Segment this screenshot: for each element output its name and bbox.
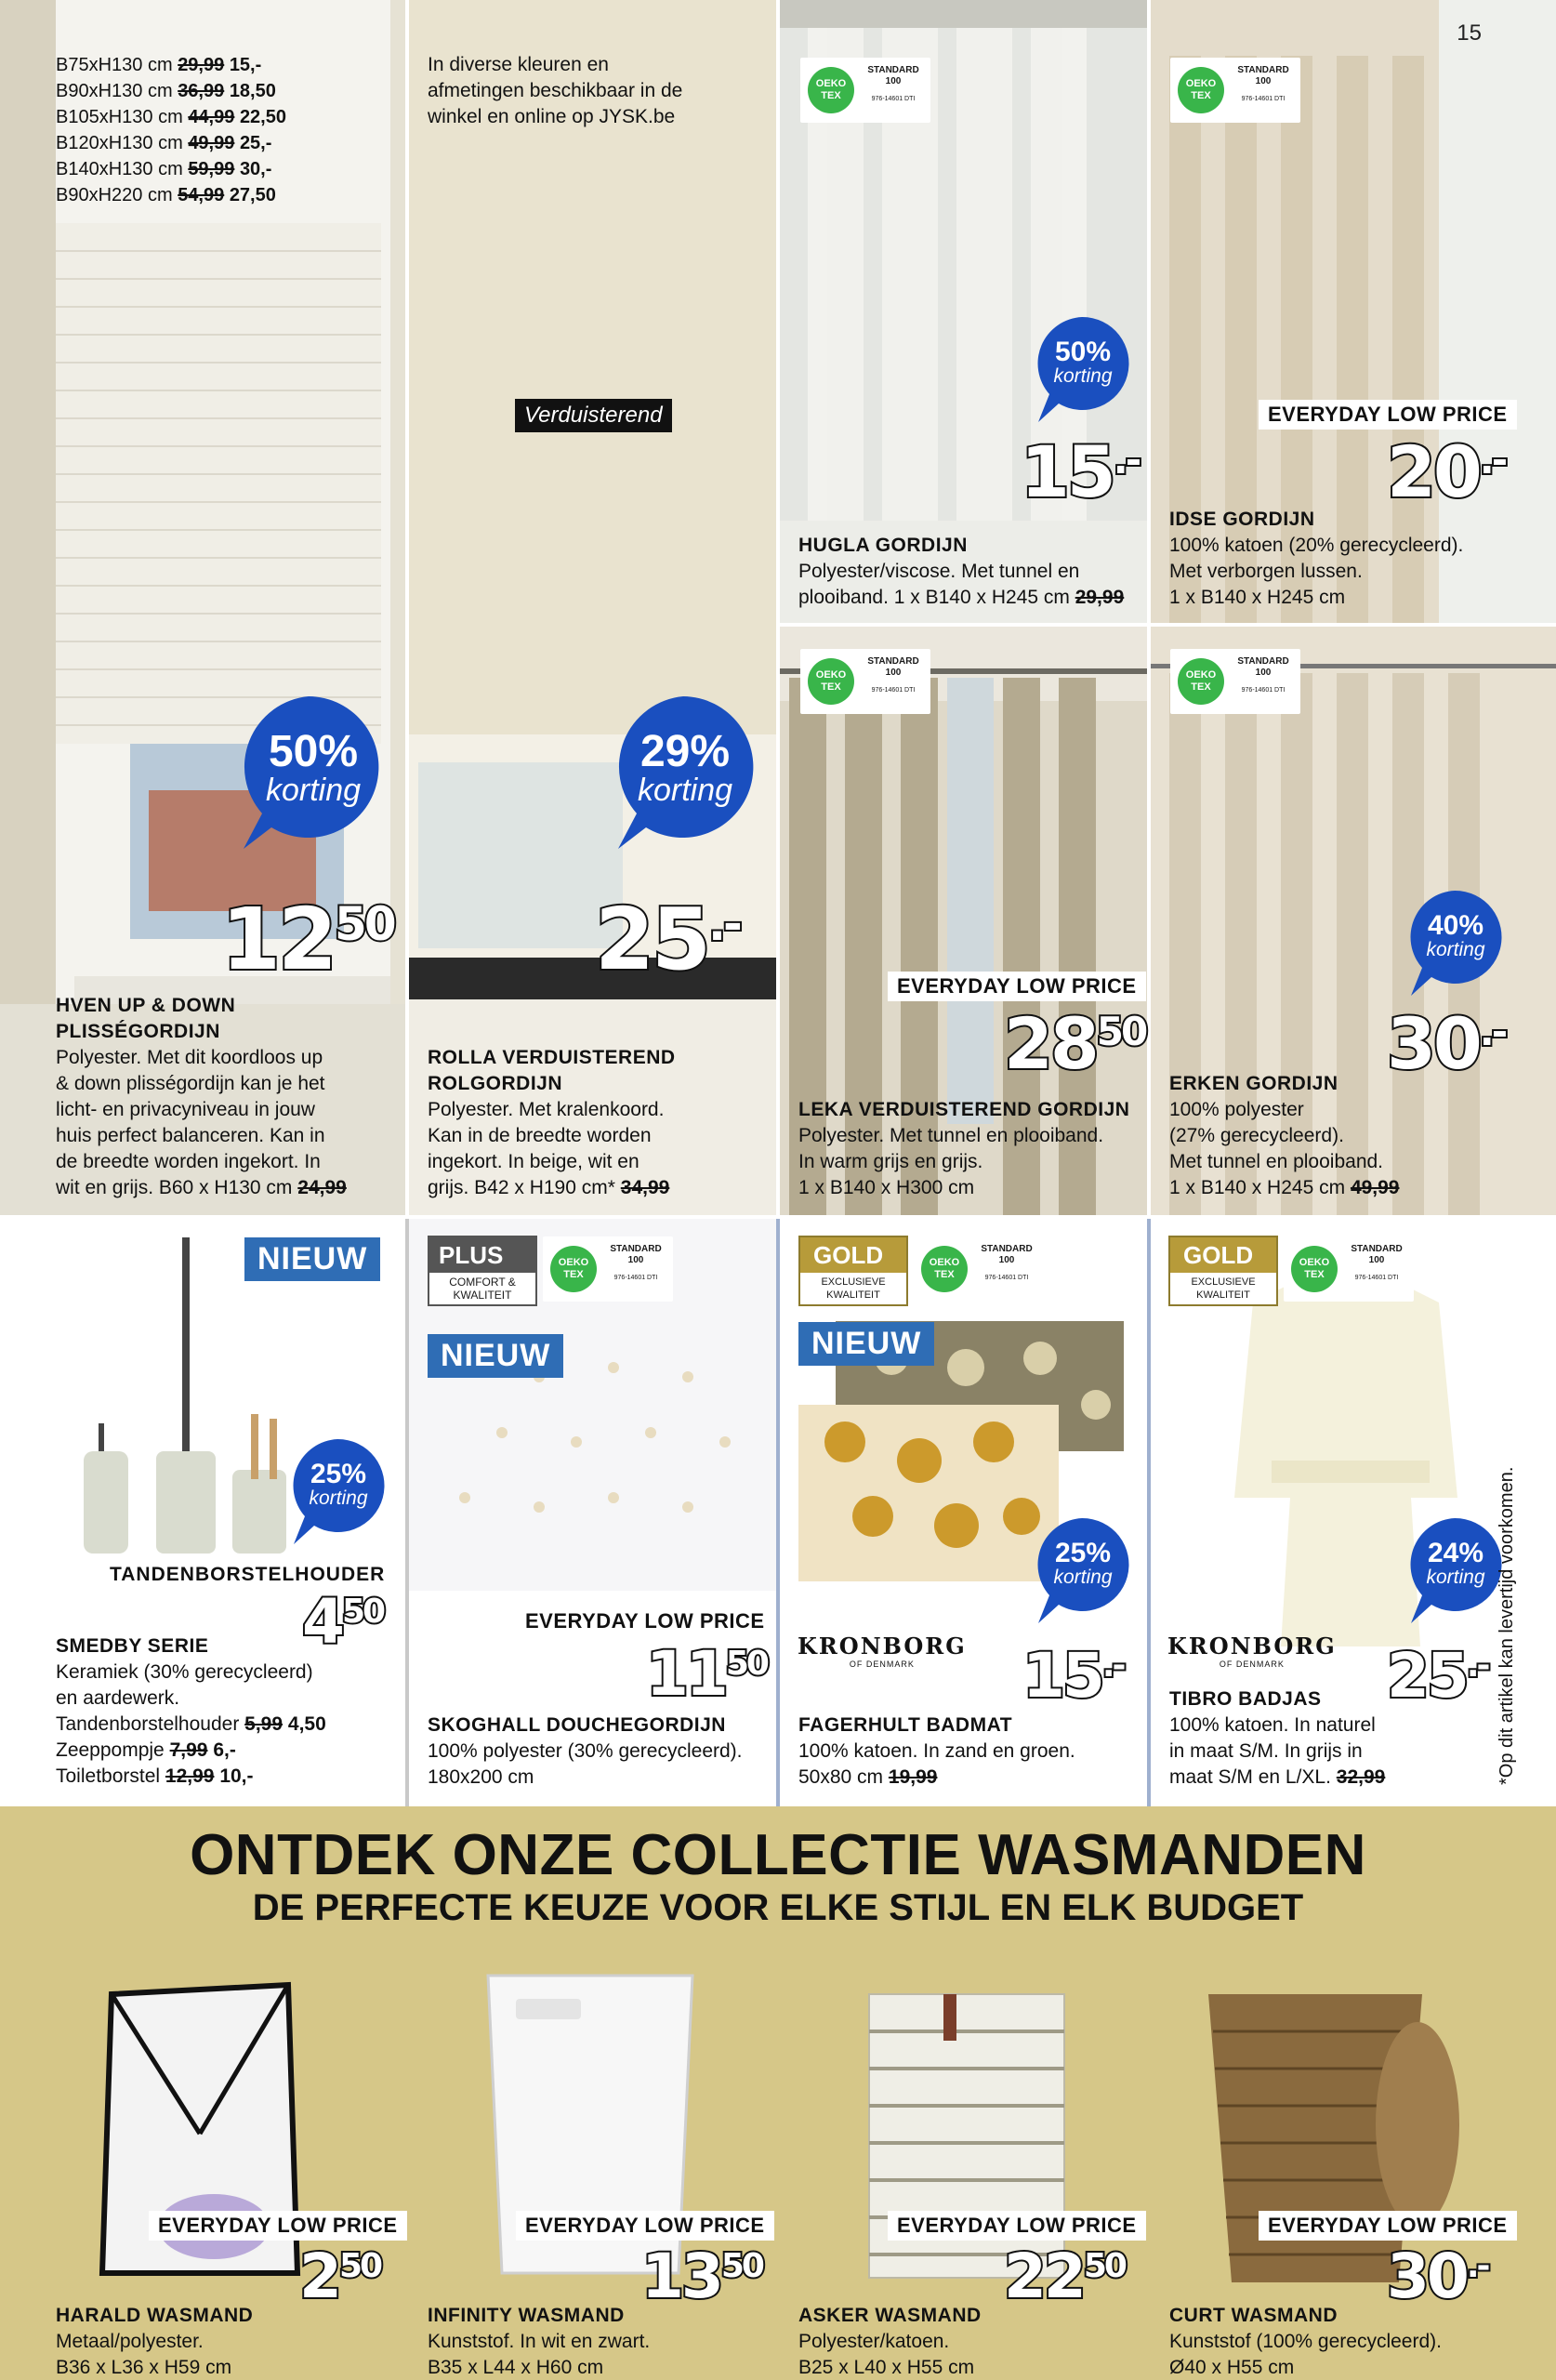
rolla-intro: In diverse kleuren en afmetingen beschikbaar in de winkel en online op JYSK.be	[428, 54, 683, 127]
gold-quality-badge: GOLD EXCLUSIEVE KWALITEIT	[1168, 1236, 1278, 1306]
page-number: 15	[1457, 20, 1482, 46]
delivery-footnote: *Op dit artikel kan levertijd voorkomen.	[1497, 1466, 1517, 1785]
asker-price: 2250	[1004, 2241, 1125, 2312]
divider	[1147, 1219, 1151, 1806]
asker-description: ASKER WASMAND Polyester/katoen. B25 x L40 x H55 cm	[798, 2305, 982, 2378]
size-row: B105xH130 cm 44,99 22,50	[56, 107, 286, 127]
rolla-photo	[409, 0, 776, 1215]
oeko-tex-label: OEKO TEX STANDARD 100 976-14601 DTI	[1284, 1236, 1414, 1302]
idse-everyday-low-price: EVERYDAY LOW PRICE	[1259, 400, 1517, 430]
oeko-tex-logo: OEKO TEX	[1178, 658, 1224, 705]
smedby-price: 450	[302, 1586, 384, 1658]
rolla-verduisterend-tag: Verduisterend	[515, 399, 672, 432]
oeko-tex-label: OEKO TEX STANDARD 100 976-14601 DTI	[914, 1236, 1044, 1302]
tibro-description: TIBRO BADJAS 100% katoen. In naturel in maat S/M. In grijs in maat S/M en L/XL. 32,99	[1169, 1688, 1386, 1788]
oeko-tex-logo: OEKO TEX	[808, 67, 854, 113]
curt-everyday-low-price: EVERYDAY LOW PRICE	[1259, 2211, 1517, 2241]
infinity-description: INFINITY WASMAND Kunststof. In wit en zwart. B35 x L44 x H60 cm	[428, 2305, 651, 2378]
rolla-discount-label: 29% korting	[637, 727, 733, 808]
skoghall-price: 1150	[646, 1638, 767, 1710]
hven-discount-label: 50% korting	[265, 727, 362, 808]
banner-subtitle: DE PERFECTE KEUZE VOOR ELKE STIJL EN ELK BUDGET	[252, 1887, 1304, 1928]
rolla-price: 25.-	[595, 890, 740, 989]
smedby-discount-label: 25% korting	[309, 1459, 368, 1509]
size-row: B120xH130 cm 49,99 25,-	[56, 133, 272, 153]
smedby-description: SMEDBY SERIE Keramiek (30% gerecycleerd) en aardewerk. Tandenborstelhouder 5,99 4,50 Zeeppompje 7,99 6,- Toiletborstel 12,99 10,-	[56, 1635, 326, 1787]
oeko-tex-label: OEKO TEX STANDARD 100 976-14601 DTI	[1170, 58, 1300, 123]
erken-description: ERKEN GORDIJN 100% polyester (27% gerecycleerd). Met tunnel en plooiband. 1 x B140 x H245 cm 49,99	[1169, 1073, 1400, 1198]
oeko-tex-logo: OEKO TEX	[808, 658, 854, 705]
infinity-everyday-low-price: EVERYDAY LOW PRICE	[516, 2211, 774, 2241]
skoghall-everyday-low-price: EVERYDAY LOW PRICE	[516, 1606, 774, 1636]
infinity-price: 1350	[641, 2241, 762, 2312]
rolla-description: ROLLA VERDUISTEREND ROLGORDIJN Polyester. Met kralenkoord. Kan in de breedte worden ingekort. In beige, wit en grijs. B42 x H190 cm* 34,99	[428, 1047, 676, 1198]
leka-everyday-low-price: EVERYDAY LOW PRICE	[888, 972, 1146, 1001]
banner-title: ONTDEK ONZE COLLECTIE WASMANDEN	[190, 1823, 1366, 1887]
fagerhult-price: 15.-	[1022, 1640, 1124, 1712]
plus-quality-badge: PLUS COMFORT & KWALITEIT	[428, 1236, 537, 1306]
hugla-description: HUGLA GORDIJN Polyester/viscose. Met tunnel en plooiband. 1 x B140 x H245 cm 29,99	[798, 535, 1125, 608]
divider	[780, 623, 1556, 627]
fagerhult-description: FAGERHULT BADMAT 100% katoen. In zand en groen. 50x80 cm 19,99	[798, 1714, 1075, 1788]
tibro-price: 25.-	[1387, 1640, 1488, 1712]
leka-price: 2850	[1004, 1002, 1146, 1085]
oeko-tex-logo: OEKO TEX	[550, 1246, 597, 1292]
oeko-tex-logo: OEKO TEX	[1291, 1246, 1338, 1292]
nieuw-badge: NIEUW	[798, 1322, 934, 1366]
erken-price: 30.-	[1387, 1002, 1506, 1085]
oeko-tex-logo: OEKO TEX	[921, 1246, 968, 1292]
smedby-caption: TANDENBORSTELHOUDER	[110, 1564, 386, 1585]
hven-price: 1250	[221, 890, 394, 989]
hugla-discount-label: 50% korting	[1053, 337, 1113, 387]
divider	[776, 1219, 780, 1806]
harald-price: 250	[299, 2241, 381, 2312]
oeko-tex-logo: OEKO TEX	[1178, 67, 1224, 113]
tibro-discount-label: 24% korting	[1426, 1538, 1485, 1588]
oeko-tex-label: OEKO TEX STANDARD 100 976-14601 DTI	[1170, 649, 1300, 714]
kronborg-logo: KRONBORG OF DENMARK	[1167, 1633, 1337, 1669]
harald-everyday-low-price: EVERYDAY LOW PRICE	[149, 2211, 407, 2241]
curt-description: CURT WASMAND Kunststof (100% gerecycleerd). Ø40 x H55 cm	[1169, 2305, 1442, 2378]
erken-discount-label: 40% korting	[1426, 910, 1485, 960]
skoghall-description: SKOGHALL DOUCHEGORDIJN 100% polyester (30% gerecycleerd). 180x200 cm	[428, 1714, 743, 1788]
idse-price: 20.-	[1387, 430, 1506, 513]
size-row: B75xH130 cm 29,99 15,-	[56, 55, 262, 75]
rolla-cell	[409, 0, 776, 1215]
oeko-tex-label: OEKO TEX STANDARD 100 976-14601 DTI	[800, 58, 930, 123]
gold-quality-badge: GOLD EXCLUSIEVE KWALITEIT	[798, 1236, 908, 1306]
size-row: B90xH130 cm 36,99 18,50	[56, 81, 276, 101]
hven-description: HVEN UP & DOWN PLISSÉGORDIJN Polyester. Met dit koordloos up & down plisségordijn kan je het licht- en privacyniveau in jouw huis perfect balanceren. Kan in de breedte worden ingekort. In wit en grijs. B60 x H130 cm 24,99	[56, 995, 347, 1198]
hven-size-list	[56, 52, 286, 208]
hugla-price: 15.-	[1021, 430, 1140, 513]
divider	[405, 1219, 409, 1806]
nieuw-badge: NIEUW	[428, 1334, 563, 1378]
idse-description: IDSE GORDIJN 100% katoen (20% gerecycleerd). Met verborgen lussen. 1 x B140 x H245 cm	[1169, 509, 1464, 608]
size-row: B140xH130 cm 59,99 30,-	[56, 159, 272, 179]
leka-description: LEKA VERDUISTEREND GORDIJN Polyester. Met tunnel en plooiband. In warm grijs en grijs. 1 x B140 x H300 cm	[798, 1099, 1130, 1198]
harald-description: HARALD WASMAND Metaal/polyester. B36 x L36 x H59 cm	[56, 2305, 254, 2378]
oeko-tex-label: OEKO TEX STANDARD 100 976-14601 DTI	[543, 1236, 673, 1302]
fagerhult-discount-label: 25% korting	[1053, 1538, 1113, 1588]
asker-everyday-low-price: EVERYDAY LOW PRICE	[888, 2211, 1146, 2241]
oeko-tex-label: OEKO TEX STANDARD 100 976-14601 DTI	[800, 649, 930, 714]
curt-price: 30.-	[1387, 2241, 1488, 2312]
size-row: B90xH220 cm 54,99 27,50	[56, 185, 276, 205]
kronborg-logo: KRONBORG OF DENMARK	[798, 1633, 967, 1669]
nieuw-badge: NIEUW	[244, 1237, 380, 1281]
